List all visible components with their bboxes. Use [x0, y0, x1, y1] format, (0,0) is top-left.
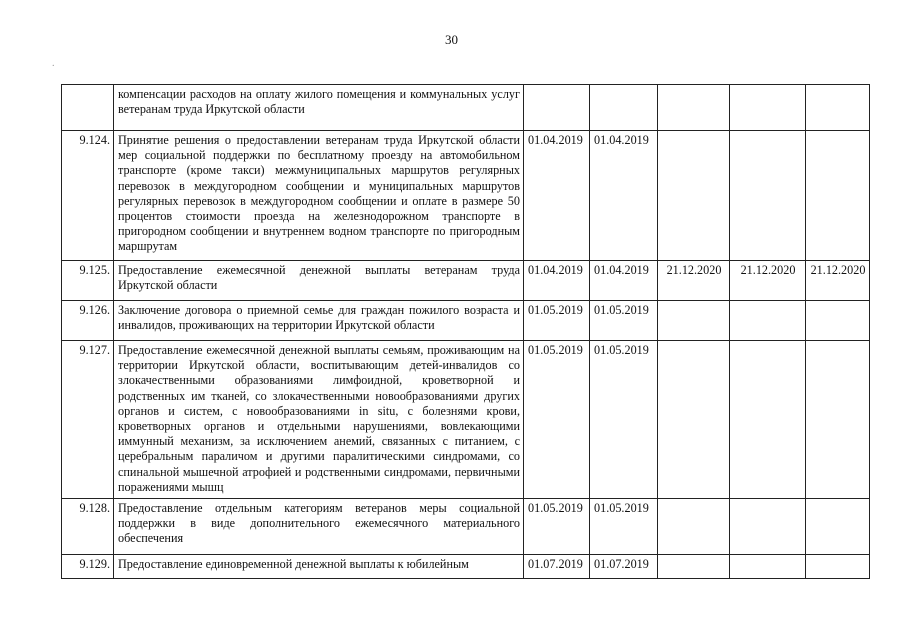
row-number: [62, 85, 114, 131]
date-column-4: [730, 499, 806, 555]
date-column-3: [658, 341, 730, 499]
service-description: Предоставление единовременной денежной выплаты к юбилейным: [114, 555, 524, 579]
date-column-4: [730, 301, 806, 341]
table-row: [62, 341, 870, 499]
date-column-2: 01.04.2019: [590, 261, 658, 301]
row-number: 9.127.: [62, 341, 114, 499]
page-number: 30: [445, 32, 458, 47]
service-description: Предоставление ежемесячной денежной выплаты семьям, проживающим на территории Иркутской области, воспитывающим детей-инвалидов со злокачественными образованиями лимфоидной, кроветворной и родственных им тканей, со злокачественными новообразованиями других органов и систем, с новообразованиями in situ, с болезнями крови, кроветворных органов и отдельными нарушениями, вовлекающими иммунный механизм, за исключением анемий, связанных с питанием, с церебральным параличом и другими паралитическими синдромами, со спинальной мышечной атрофией и родственными синдромами, первичными поражениями мышц: [114, 341, 524, 499]
date-column-2: 01.05.2019: [590, 341, 658, 499]
row-number: 9.124.: [62, 131, 114, 261]
service-description: компенсации расходов на оплату жилого помещения и коммунальных услуг ветеранам труда Иркутской области: [114, 85, 524, 131]
date-column-3: [658, 85, 730, 131]
date-column-3: [658, 301, 730, 341]
service-description: Предоставление отдельным категориям ветеранов меры социальной поддержки в виде дополнительного ежемесячного материального обеспечения: [114, 499, 524, 555]
date-column-5: [806, 555, 870, 579]
service-description: Предоставление ежемесячной денежной выплаты ветеранам труда Иркутской области: [114, 261, 524, 301]
date-column-2: 01.05.2019: [590, 499, 658, 555]
date-column-1: 01.04.2019: [524, 261, 590, 301]
date-column-1: 01.04.2019: [524, 131, 590, 261]
date-column-4: [730, 85, 806, 131]
date-column-1: 01.05.2019: [524, 301, 590, 341]
date-column-5: [806, 341, 870, 499]
service-description: Принятие решения о предоставлении ветеранам труда Иркутской области мер социальной поддержки по бесплатному проезду на автомобильном транспорте (кроме такси) межмуниципальных маршрутов регулярных перевозок в междугородном сообщении и муниципальных маршрутов регулярных перевозок в междугородном сообщении и оплате в размере 50 процентов стоимости проезда на железнодорожном транспорте в пригородном сообщении и внутреннем водном транспорте по пригородным маршрутам: [114, 131, 524, 261]
date-column-5: [806, 131, 870, 261]
date-column-3: [658, 499, 730, 555]
scan-speck: .: [52, 58, 55, 69]
table-row: [62, 261, 870, 301]
date-column-1: 01.05.2019: [524, 499, 590, 555]
date-column-1: 01.05.2019: [524, 341, 590, 499]
row-number: 9.128.: [62, 499, 114, 555]
date-column-4: 21.12.2020: [730, 261, 806, 301]
table-row: [62, 499, 870, 555]
table-row: [62, 131, 870, 261]
date-column-5: [806, 499, 870, 555]
table-row: [62, 85, 870, 131]
date-column-5: [806, 301, 870, 341]
date-column-3: 21.12.2020: [658, 261, 730, 301]
services-table: [61, 84, 870, 579]
row-number: 9.126.: [62, 301, 114, 341]
table-row: [62, 555, 870, 579]
date-column-1: [524, 85, 590, 131]
date-column-3: [658, 131, 730, 261]
date-column-2: 01.07.2019: [590, 555, 658, 579]
date-column-2: [590, 85, 658, 131]
row-number: 9.125.: [62, 261, 114, 301]
table-row: [62, 301, 870, 341]
date-column-4: [730, 341, 806, 499]
date-column-5: [806, 85, 870, 131]
date-column-4: [730, 555, 806, 579]
date-column-3: [658, 555, 730, 579]
date-column-4: [730, 131, 806, 261]
date-column-1: 01.07.2019: [524, 555, 590, 579]
date-column-5: 21.12.2020: [806, 261, 870, 301]
date-column-2: 01.05.2019: [590, 301, 658, 341]
date-column-2: 01.04.2019: [590, 131, 658, 261]
service-description: Заключение договора о приемной семье для граждан пожилого возраста и инвалидов, проживающих на территории Иркутской области: [114, 301, 524, 341]
row-number: 9.129.: [62, 555, 114, 579]
